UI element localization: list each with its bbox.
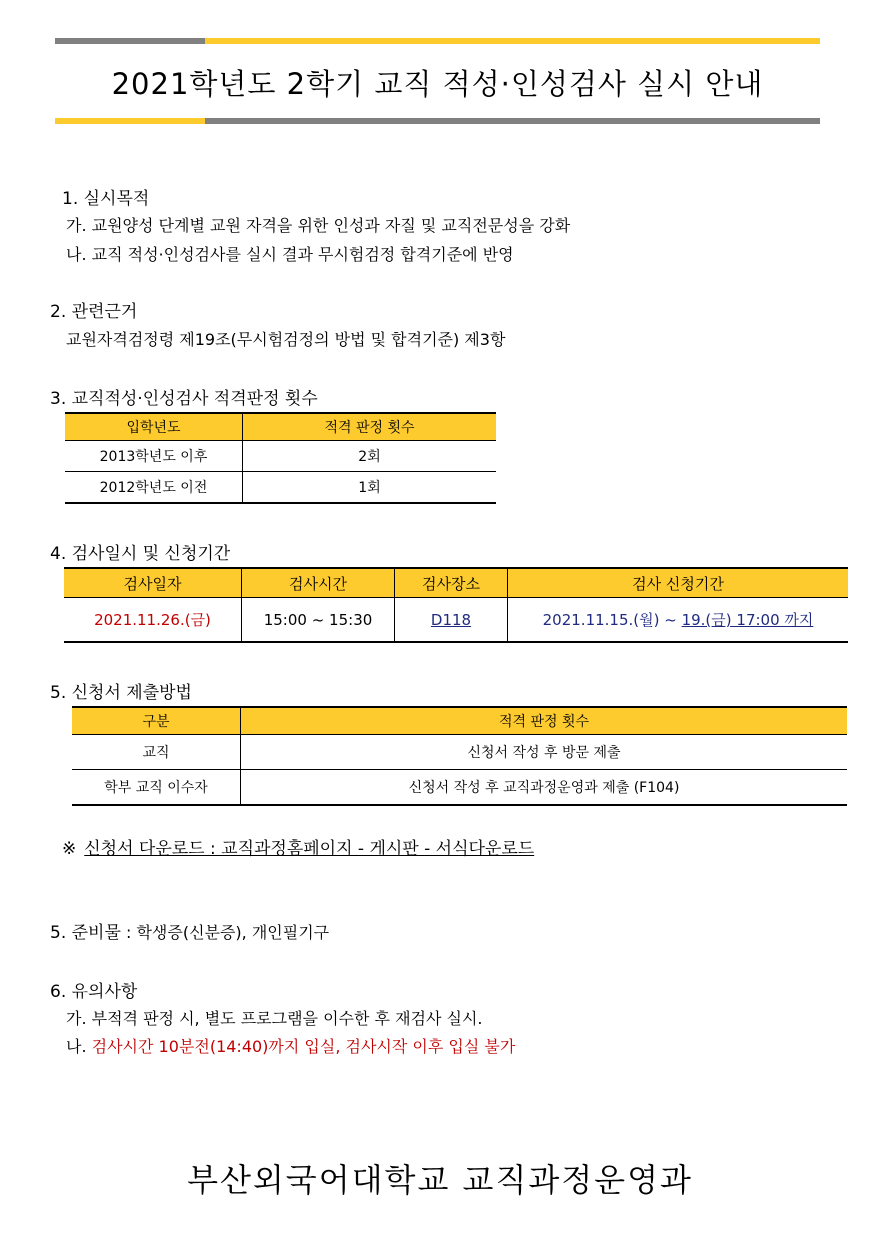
header-bar-top-yellow	[205, 38, 820, 44]
download-link-text: 신청서 다운로드 : 교직과정홈페이지 - 게시판 - 서식다운로드	[84, 839, 535, 859]
submit-cell-method: 신청서 작성 후 교직과정운영과 제출 (F104)	[241, 770, 848, 806]
header-bar-bottom-gray	[205, 118, 820, 124]
section-purpose-heading: 1. 실시목적	[62, 189, 150, 209]
section-basis-heading: 2. 관련근거	[50, 302, 138, 322]
period-start: 2021.11.15.(월) ~	[542, 611, 682, 629]
header-bar-bottom-yellow	[55, 118, 205, 124]
download-note	[62, 834, 534, 859]
schedule-header-period: 검사 신청기간	[508, 568, 849, 598]
submit-cell-method: 신청서 작성 후 방문 제출	[241, 735, 848, 770]
count-cell-times: 2회	[243, 441, 497, 472]
purpose-item-2: 나. 교직 적성·인성검사를 실시 결과 무시험검정 합격기준에 반영	[66, 245, 514, 264]
submit-cell-type: 교직	[72, 735, 241, 770]
schedule-header-time: 검사시간	[242, 568, 395, 598]
supplies-line	[50, 918, 329, 943]
supplies-text: : 학생증(신분증), 개인필기구	[120, 923, 330, 942]
schedule-place: D118	[395, 598, 508, 643]
schedule-period	[508, 598, 849, 643]
notes-item-1: 가. 부적격 판정 시, 별도 프로그램을 이수한 후 재검사 실시.	[66, 1009, 483, 1028]
section-notes-heading: 6. 유의사항	[50, 982, 138, 1002]
submit-header-method: 적격 판정 횟수	[241, 707, 848, 735]
schedule-time: 15:00 ~ 15:30	[242, 598, 395, 643]
schedule-header-date: 검사일자	[64, 568, 242, 598]
submit-cell-type: 학부 교직 이수자	[72, 770, 241, 806]
count-table	[65, 412, 496, 504]
notes-item-2-warning: 검사시간 10분전(14:40)까지 입실, 검사시작 이후 입실 불가	[91, 1037, 516, 1056]
basis-text: 교원자격검정령 제19조(무시험검정의 방법 및 합격기준) 제3항	[66, 330, 506, 349]
page-title: 2021학년도 2학기 교직 적성·인성검사 실시 안내	[111, 67, 764, 101]
count-cell-year: 2012학년도 이전	[65, 472, 243, 504]
notes-item-2	[66, 1034, 515, 1057]
section-count-heading: 3. 교직적성·인성검사 적격판정 횟수	[50, 389, 318, 409]
submit-header-type: 구분	[72, 707, 241, 735]
count-cell-year: 2013학년도 이후	[65, 441, 243, 472]
notes-item-2-prefix: 나.	[66, 1037, 92, 1056]
schedule-date: 2021.11.26.(금)	[64, 598, 242, 643]
note-mark: ※	[62, 839, 77, 859]
footer-organization: 부산외국어대학교 교직과정운영과	[187, 1161, 693, 1199]
schedule-header-place: 검사장소	[395, 568, 508, 598]
section-supplies-heading: 5. 준비물	[50, 923, 121, 943]
submit-table	[72, 706, 847, 806]
section-submit-heading: 5. 신청서 제출방법	[50, 683, 192, 703]
count-header-year: 입학년도	[65, 413, 243, 441]
purpose-item-1: 가. 교원양성 단계별 교원 자격을 위한 인성과 자질 및 교직전문성을 강화	[66, 216, 571, 235]
count-cell-times: 1회	[243, 472, 497, 504]
period-end: 19.(금) 17:00 까지	[681, 611, 814, 629]
schedule-table	[64, 567, 848, 643]
header-bar-top-gray	[55, 38, 205, 44]
count-header-times: 적격 판정 횟수	[243, 413, 497, 441]
section-schedule-heading: 4. 검사일시 및 신청기간	[50, 544, 231, 564]
